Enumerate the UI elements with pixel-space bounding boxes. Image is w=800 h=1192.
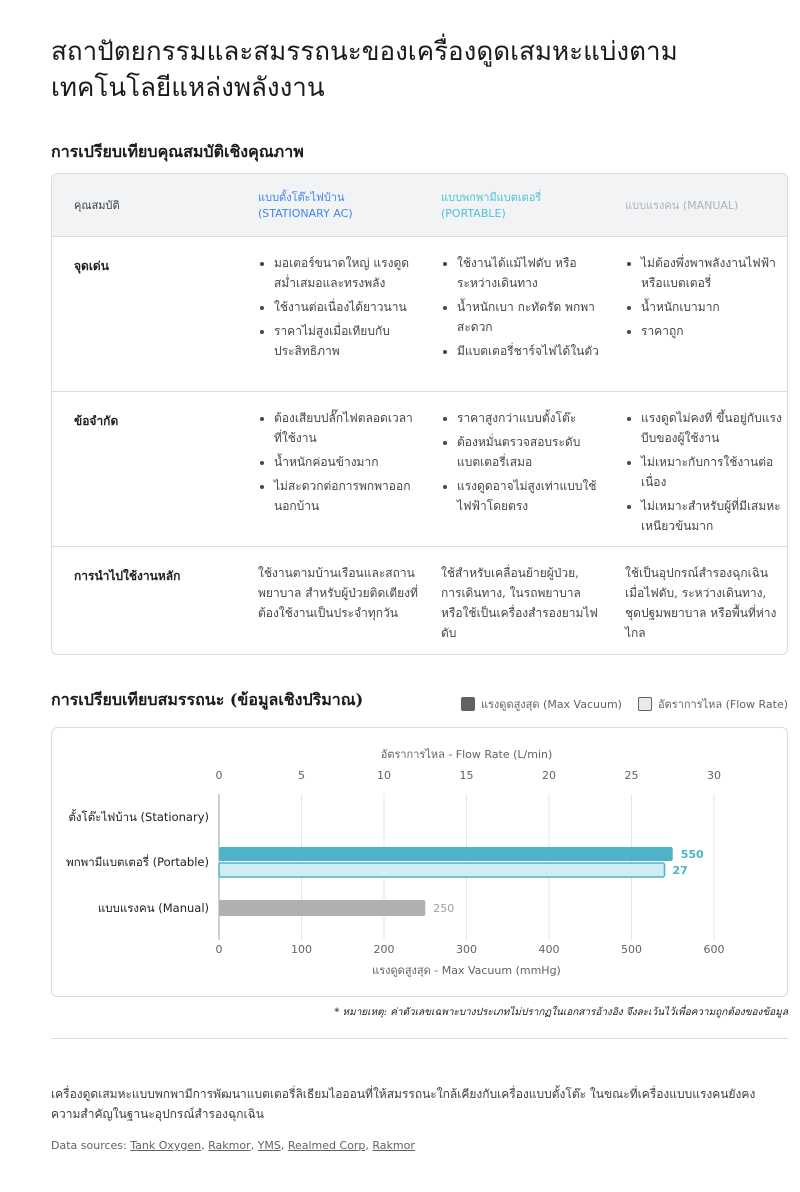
bullet-list [625, 408, 785, 536]
sources-prefix: Data sources: [51, 1139, 127, 1152]
table-section-title: การเปรียบเทียบคุณสมบัติเชิงคุณภาพ [51, 142, 304, 161]
bullet-list [258, 253, 418, 361]
cell-strengths-portable [441, 253, 601, 365]
performance-chart [52, 728, 787, 996]
x-bottom-tick-label: 400 [538, 943, 560, 956]
legend-label: แรงดูดสูงสุด (Max Vacuum) [480, 698, 622, 711]
divider [51, 1038, 788, 1039]
x-bottom-tick-label: 500 [621, 943, 642, 956]
source-link[interactable]: Rakmor [208, 1139, 251, 1152]
value-label-max-vacuum: 250 [433, 902, 455, 915]
source-link[interactable]: Rakmor [372, 1139, 415, 1152]
table-header [52, 174, 787, 237]
x-top-tick-label: 20 [542, 769, 556, 782]
bullet-item: • ใช้งานต่อเนื่องได้ยาวนาน [274, 297, 418, 317]
bullet-list [625, 253, 785, 341]
x-bottom-tick-label: 200 [373, 943, 395, 956]
value-label-flow-rate: 27 [672, 864, 688, 877]
bullet-item: • มอเตอร์ขนาดใหญ่ แรงดูดสม่ำเสมอและทรงพลัง [274, 253, 418, 293]
row-label-strengths: จุดเด่น [74, 259, 109, 273]
x-top-tick-label: 25 [624, 769, 639, 782]
chart-legend [445, 695, 788, 713]
cell-limitations-portable [441, 408, 601, 520]
bullet-list [258, 408, 418, 516]
header-sublabel: (STATIONARY AC) [258, 207, 353, 220]
x-top-tick-label: 0 [215, 769, 223, 782]
footnote: * หมายเหตุ: ค่าตัวเลขเฉพาะบางประเภทไม่ปรากฏในเอกสารอ้างอิง จึงละเว้นไว้เพื่อความถูกต้องของข้อมูล [334, 1007, 788, 1018]
header-feature: คุณสมบัติ [74, 199, 120, 212]
source-link[interactable]: Tank Oxygen [130, 1139, 202, 1152]
chart-section-title: การเปรียบเทียบสมรรถนะ (ข้อมูลเชิงปริมาณ) [51, 690, 364, 709]
x-bottom-tick-label: 0 [215, 943, 223, 956]
bullet-item: • ไม่สะดวกต่อการพกพาออกนอกบ้าน [274, 476, 418, 516]
bullet-item: • ต้องหมั่นตรวจสอบระดับแบตเตอรี่เสมอ [457, 432, 601, 472]
x-bottom-axis-title: แรงดูดสูงสุด - Max Vacuum (mmHg) [372, 964, 561, 977]
bullet-item: • ต้องเสียบปลั๊กไฟตลอดเวลาที่ใช้งาน [274, 408, 418, 448]
row-label-limitations: ข้อจำกัด [74, 414, 119, 428]
bullet-item: • น้ำหนักเบามาก [641, 297, 785, 317]
chart-card [51, 727, 788, 997]
legend-item-max-vacuum [461, 695, 622, 713]
header-label: แบบตั้งโต๊ะไฟบ้าน [258, 191, 345, 204]
bar-max-vacuum [219, 900, 425, 916]
bullet-item: • น้ำหนักเบา กะทัดรัด พกพาสะดวก [457, 297, 601, 337]
category-label: แบบแรงคน (Manual) [97, 901, 209, 915]
x-top-tick-label: 5 [298, 769, 305, 782]
x-bottom-tick-label: 600 [703, 943, 725, 956]
table-row-strengths [52, 237, 787, 392]
usage-text: ใช้งานตามบ้านเรือนและสถานพยาบาล สำหรับผู้ป่วยติดเตียงที่ต้องใช้งานเป็นประจำทุกวัน [258, 566, 418, 620]
header-manual: แบบแรงคน (MANUAL) [625, 199, 739, 212]
value-label-max-vacuum: 550 [680, 848, 704, 861]
summary-text: เครื่องดูดเสมหะแบบพกพามีการพัฒนาแบตเตอรี่ลิเธียมไอออนที่ให้สมรรถนะใกล้เคียงกับเครื่องแบบตั้งโต๊ะ ในขณะที่เครื่องแบบแรงคนยังคงความสำคัญในฐานะอุปกรณ์สำรองฉุกเฉิน [51, 1087, 756, 1121]
comparison-table [51, 173, 788, 655]
legend-swatch-icon [461, 697, 475, 711]
table-row-usage [52, 547, 787, 653]
header-sublabel: (PORTABLE) [441, 207, 506, 220]
legend-item-flow-rate [638, 695, 788, 713]
category-label: พกพามีแบตเตอรี่ (Portable) [66, 855, 209, 869]
legend-swatch-icon [638, 697, 652, 711]
cell-usage-portable [441, 563, 601, 643]
x-top-tick-label: 30 [707, 769, 721, 782]
usage-text: ใช้สำหรับเคลื่อนย้ายผู้ป่วย, การเดินทาง, ในรถพยาบาล หรือใช้เป็นเครื่องสำรองยามไฟดับ [441, 566, 598, 640]
source-links: Tank Oxygen, Rakmor, YMS, Realmed Corp, Rakmor [130, 1139, 415, 1152]
cell-usage-manual [625, 563, 785, 643]
row-label-usage: การนำไปใช้งานหลัก [74, 569, 181, 583]
bullet-item: • มีแบตเตอรี่ชาร์จไฟได้ในตัว [457, 341, 601, 361]
cell-strengths-manual [625, 253, 785, 345]
table-row-limitations [52, 392, 787, 547]
bullet-item: • ราคาไม่สูงเมื่อเทียบกับประสิทธิภาพ [274, 321, 418, 361]
category-label: ตั้งโต๊ะไฟบ้าน (Stationary) [68, 810, 209, 824]
bullet-item: • ราคาถูก [641, 321, 785, 341]
x-bottom-tick-label: 300 [456, 943, 477, 956]
source-link[interactable]: YMS [257, 1139, 281, 1152]
bullet-item: • ไม่เหมาะกับการใช้งานต่อเนื่อง [641, 452, 785, 492]
cell-limitations-manual [625, 408, 785, 540]
x-top-tick-label: 15 [459, 769, 474, 782]
cell-strengths-stationary [258, 253, 418, 365]
header-label: แบบพกพามีแบตเตอรี่ [441, 191, 542, 204]
cell-usage-stationary [258, 563, 418, 623]
header-portable [441, 190, 581, 222]
bullet-list [441, 253, 601, 361]
bar-max-vacuum [219, 847, 673, 861]
bar-flow-rate [219, 863, 665, 877]
bullet-item: • ไม่ต้องพึ่งพาพลังงานไฟฟ้าหรือแบตเตอรี่ [641, 253, 785, 293]
page-title: สถาปัตยกรรมและสมรรถนะของเครื่องดูดเสมหะแบ่งตามเทคโนโลยีแหล่งพลังงาน [51, 37, 678, 103]
bullet-item: • ไม่เหมาะสำหรับผู้ที่มีเสมหะเหนียวข้นมาก [641, 496, 785, 536]
bullet-item: • ใช้งานได้แม้ไฟดับ หรือระหว่างเดินทาง [457, 253, 601, 293]
usage-text: ใช้เป็นอุปกรณ์สำรองฉุกเฉินเมื่อไฟดับ, ระหว่างเดินทาง, ชุดปฐมพยาบาล หรือพื้นที่ห่างไกล [625, 566, 777, 640]
legend-label: อัตราการไหล (Flow Rate) [657, 698, 788, 711]
bullet-item: • น้ำหนักค่อนข้างมาก [274, 452, 418, 472]
bullet-item: • แรงดูดไม่คงที่ ขึ้นอยู่กับแรงบีบของผู้ใช้งาน [641, 408, 785, 448]
header-stationary [258, 190, 398, 222]
bullet-item: • แรงดูดอาจไม่สูงเท่าแบบใช้ไฟฟ้าโดยตรง [457, 476, 601, 516]
bullet-list [441, 408, 601, 516]
data-sources [51, 1139, 415, 1152]
x-top-tick-label: 10 [377, 769, 391, 782]
cell-limitations-stationary [258, 408, 418, 520]
source-link[interactable]: Realmed Corp [287, 1139, 366, 1152]
x-bottom-tick-label: 100 [291, 943, 312, 956]
bullet-item: • ราคาสูงกว่าแบบตั้งโต๊ะ [457, 408, 601, 428]
x-top-axis-title: อัตราการไหล - Flow Rate (L/min) [380, 748, 553, 761]
